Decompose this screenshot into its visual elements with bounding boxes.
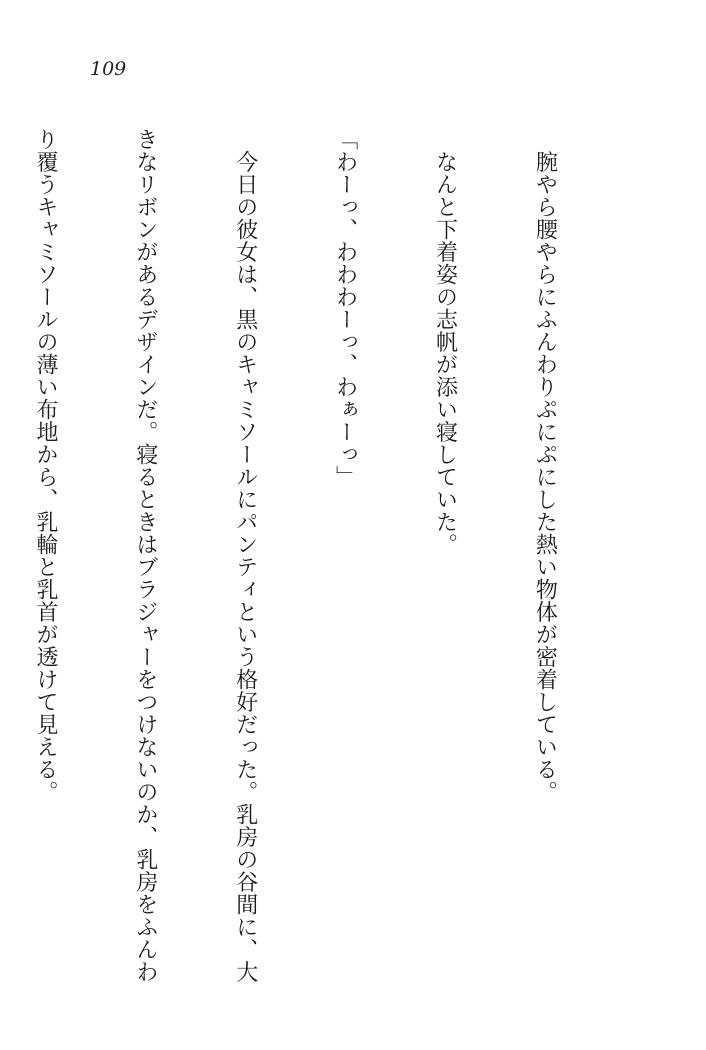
text-line: り覆うキャミソールの薄い布地から、乳輪と乳首が透けて見える。 [32, 128, 58, 803]
dialogue-line: 「わーっ、わわわーっ、わぁーっ」 [332, 128, 358, 488]
page-number: 109 [90, 58, 127, 80]
text-line: 腕やら腰やらにふんわりぷにぷにした熱い物体が密着している。 [532, 128, 558, 803]
text-line: なんと下着姿の志帆が添い寝していた。 [432, 128, 458, 556]
novel-body-text [0, 128, 628, 1008]
text-line: 今日の彼女は、黒のキャミソールにパンティという格好だった。乳房の谷間に、大 [232, 128, 258, 983]
text-line: きなリボンがあるデザインだ。寝るときはブラジャーをつけないのか、乳房をふんわ [132, 128, 158, 983]
